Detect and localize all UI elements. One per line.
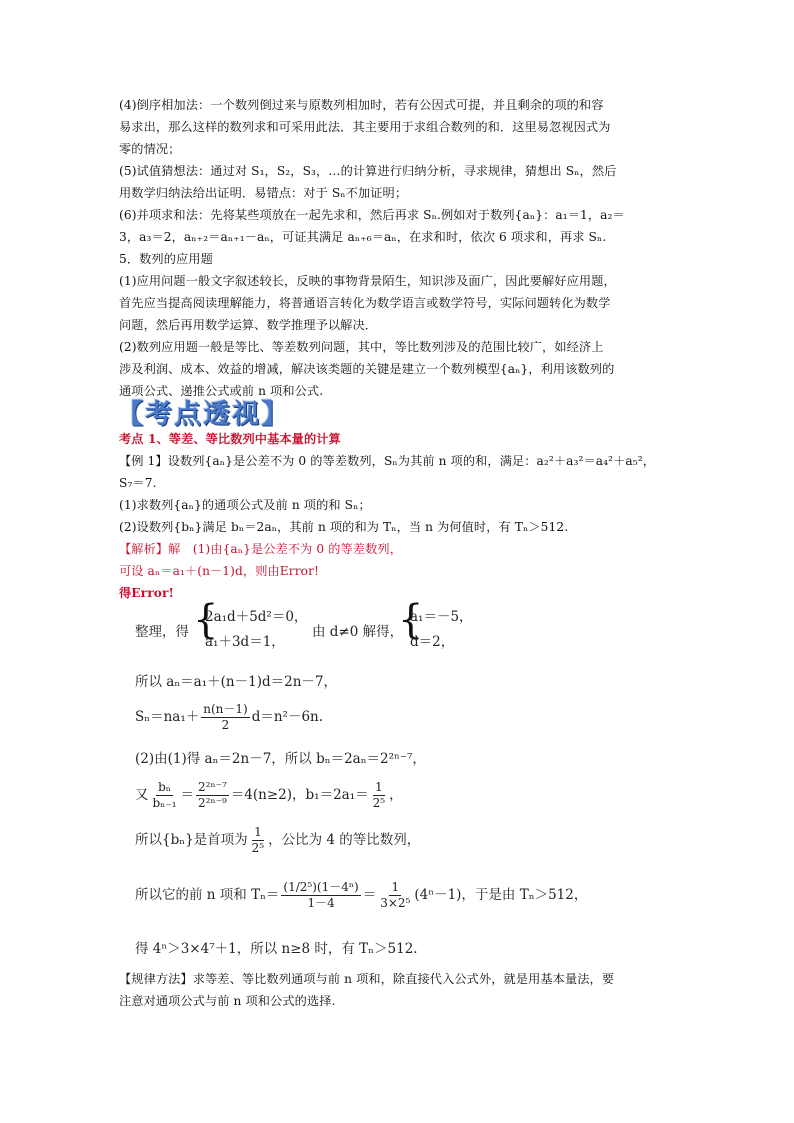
method-4-line-3: 零的情况； <box>119 142 181 156</box>
b1-num: 1 <box>375 780 383 794</box>
sn-formula <box>135 702 323 733</box>
method-6-line-2: 3，a₃＝2，aₙ₊₂＝aₙ₊₁－aₙ，可证其满足 aₙ₊₆＝aₙ，在求和时，依次 6 项求和，再求 Sₙ. <box>119 230 607 244</box>
equals-sign: ＝ <box>180 787 195 803</box>
application-2-line-3: 通项公式、递推公式或前 n 项和公式. <box>119 384 324 398</box>
ratio-fraction <box>151 780 179 811</box>
example-line-3: (1)求数列{aₙ}的通项公式及前 n 项的和 Sₙ； <box>119 498 371 512</box>
section-5-title: 5．数列的应用题 <box>119 252 213 266</box>
system-2-eq-1: a₁＝－5， <box>410 609 473 625</box>
sn-fraction-den: 2 <box>221 718 230 732</box>
zhengli-label: 整理，得 <box>135 624 189 640</box>
tn-fraction-1 <box>281 880 360 911</box>
geo-left: 所以{bₙ}是首项为 <box>135 832 248 848</box>
tn-den: 1－4 <box>307 896 335 910</box>
method-6-line-1: (6)并项求和法：先将某些项放在一起先求和，然后再求 Sₙ.例如对于数列{aₙ}：a₁＝1，a₂＝ <box>119 208 625 222</box>
summation-methods <box>119 94 679 402</box>
tn-right: (4ⁿ－1)，于是由 Tₙ＞512， <box>414 887 588 903</box>
application-2-line-1: (2)数列应用题一般是等比、等差数列问题，其中，等比数列涉及的范围比较广，如经济上 <box>119 340 604 354</box>
system-brace-2: { <box>398 597 424 643</box>
system-2-eq-2: d＝2， <box>410 634 455 650</box>
b1-fraction <box>371 780 387 811</box>
ratio-num: bₙ <box>158 780 171 794</box>
rule-line-2: 注意对通项公式与前 n 项和公式的选择. <box>119 994 336 1008</box>
rule-block <box>119 968 679 1012</box>
comma: ， <box>389 787 403 803</box>
method-5-line-2: 用数学归纳法给出证明．易错点：对于 Sₙ不加证明； <box>119 186 408 200</box>
analysis-line-1: 【解析】解 (1)由{aₙ}是公差不为 0 的等差数列， <box>119 542 402 556</box>
power-den: 2²ⁿ⁻⁹ <box>198 796 227 810</box>
example-line-4: (2)设数列{bₙ}满足 bₙ＝2aₙ，其前 n 项的和为 Tₙ，当 n 为何值时，有 Tₙ＞512. <box>119 520 569 534</box>
analysis-line-3: 得Error! <box>119 586 174 600</box>
tn-num: (1/2⁵)(1－4ⁿ) <box>283 880 359 894</box>
sn-fraction <box>201 702 249 733</box>
application-1-line-1: (1)应用问题一般文字叙述较长，反映的事物背景陌生，知识涉及面广，因此要解好应用题， <box>119 274 616 288</box>
method-4-line-2: 易求出，那么这样的数列求和可采用此法．其主要用于求组合数列的和．这里易忽视因式为 <box>119 120 611 134</box>
kaodian-1-title: 考点 1、等差、等比数列中基本量的计算 <box>119 432 341 446</box>
tn-equals: ＝ <box>362 887 377 903</box>
system-1-eq-2: a₁＋3d＝1， <box>205 634 285 650</box>
tn2-den: 3×2⁵ <box>380 896 411 910</box>
tn-formula <box>135 880 587 911</box>
sn-right: d＝n²－6n. <box>251 709 324 725</box>
geo-right: ，公比为 4 的等比数列， <box>268 832 421 848</box>
d-nonzero-label: 由 d≠0 解得， <box>312 624 404 640</box>
tn-fraction-2 <box>378 880 412 911</box>
system-brace-1: { <box>193 597 219 643</box>
method-5-line-1: (5)试值猜想法：通过对 S₁，S₂，S₃，…的计算进行归纳分析，寻求规律，猜想出 Sₙ，然后 <box>119 164 617 178</box>
b1-den: 2⁵ <box>372 796 386 810</box>
application-1-line-3: 问题，然后再用数学运算、数学推理予以解决． <box>119 318 378 332</box>
rule-line-1: 【规律方法】求等差、等比数列通项与前 n 项和，除直接代入公式外，就是用基本量法，要 <box>119 972 615 986</box>
geo-num: 1 <box>254 825 262 839</box>
geo-den: 2⁵ <box>251 841 265 855</box>
sn-fraction-num: n(n－1) <box>203 702 248 716</box>
analysis-line-2: 可设 aₙ＝a₁＋(n－1)d，则由Error! <box>119 564 319 578</box>
example-line-1: 【例 1】设数列{aₙ}是公差不为 0 的等差数列，Sₙ为其前 n 项的和，满足：a₂²＋a₃²＝a₄²＋a₅²， <box>119 454 656 468</box>
example-block <box>119 428 679 604</box>
final-conclusion: 得 4ⁿ＞3×4⁷＋1，所以 n≥8 时，有 Tₙ＞512. <box>135 941 418 957</box>
tn2-num: 1 <box>391 880 400 894</box>
power-fraction <box>196 780 229 811</box>
ratio-den: bₙ₋₁ <box>152 796 177 810</box>
system-1-eq-1: 2a₁d＋5d²＝0， <box>205 609 308 625</box>
power-num: 2²ⁿ⁻⁷ <box>198 780 227 794</box>
application-1-line-2: 首先应当提高阅读理解能力，将普通语言转化为数学语言或数学符号，实际问题转化为数学 <box>119 296 611 310</box>
an-formula: 所以 aₙ＝a₁＋(n－1)d＝2n－7， <box>135 674 337 690</box>
ratio-formula <box>135 780 403 811</box>
application-2-line-2: 涉及利润、成本、效益的增减，解决该类题的关键是建立一个数列模型{aₙ}，利用该数列的 <box>119 362 615 376</box>
sn-left: Sₙ＝na₁＋ <box>135 709 200 725</box>
method-4-line-1: (4)倒序相加法：一个数列倒过来与原数列相加时，若有公因式可提，并且剩余的项的和容 <box>119 98 604 112</box>
geometric-statement <box>135 825 420 856</box>
part-2-bn: (2)由(1)得 aₙ＝2n－7，所以 bₙ＝2aₙ＝2²ⁿ⁻⁷， <box>135 751 426 767</box>
kaodian-banner <box>116 392 290 430</box>
example-line-2: S₇＝7. <box>119 476 157 490</box>
tn-left: 所以它的前 n 项和 Tₙ＝ <box>135 887 280 903</box>
ratio-right: ＝4(n≥2)，b₁＝2a₁＝ <box>230 787 369 803</box>
you-label: 又 <box>135 787 149 803</box>
geo-fraction <box>250 825 266 856</box>
banner-title: 【考点透视】 <box>116 399 290 430</box>
